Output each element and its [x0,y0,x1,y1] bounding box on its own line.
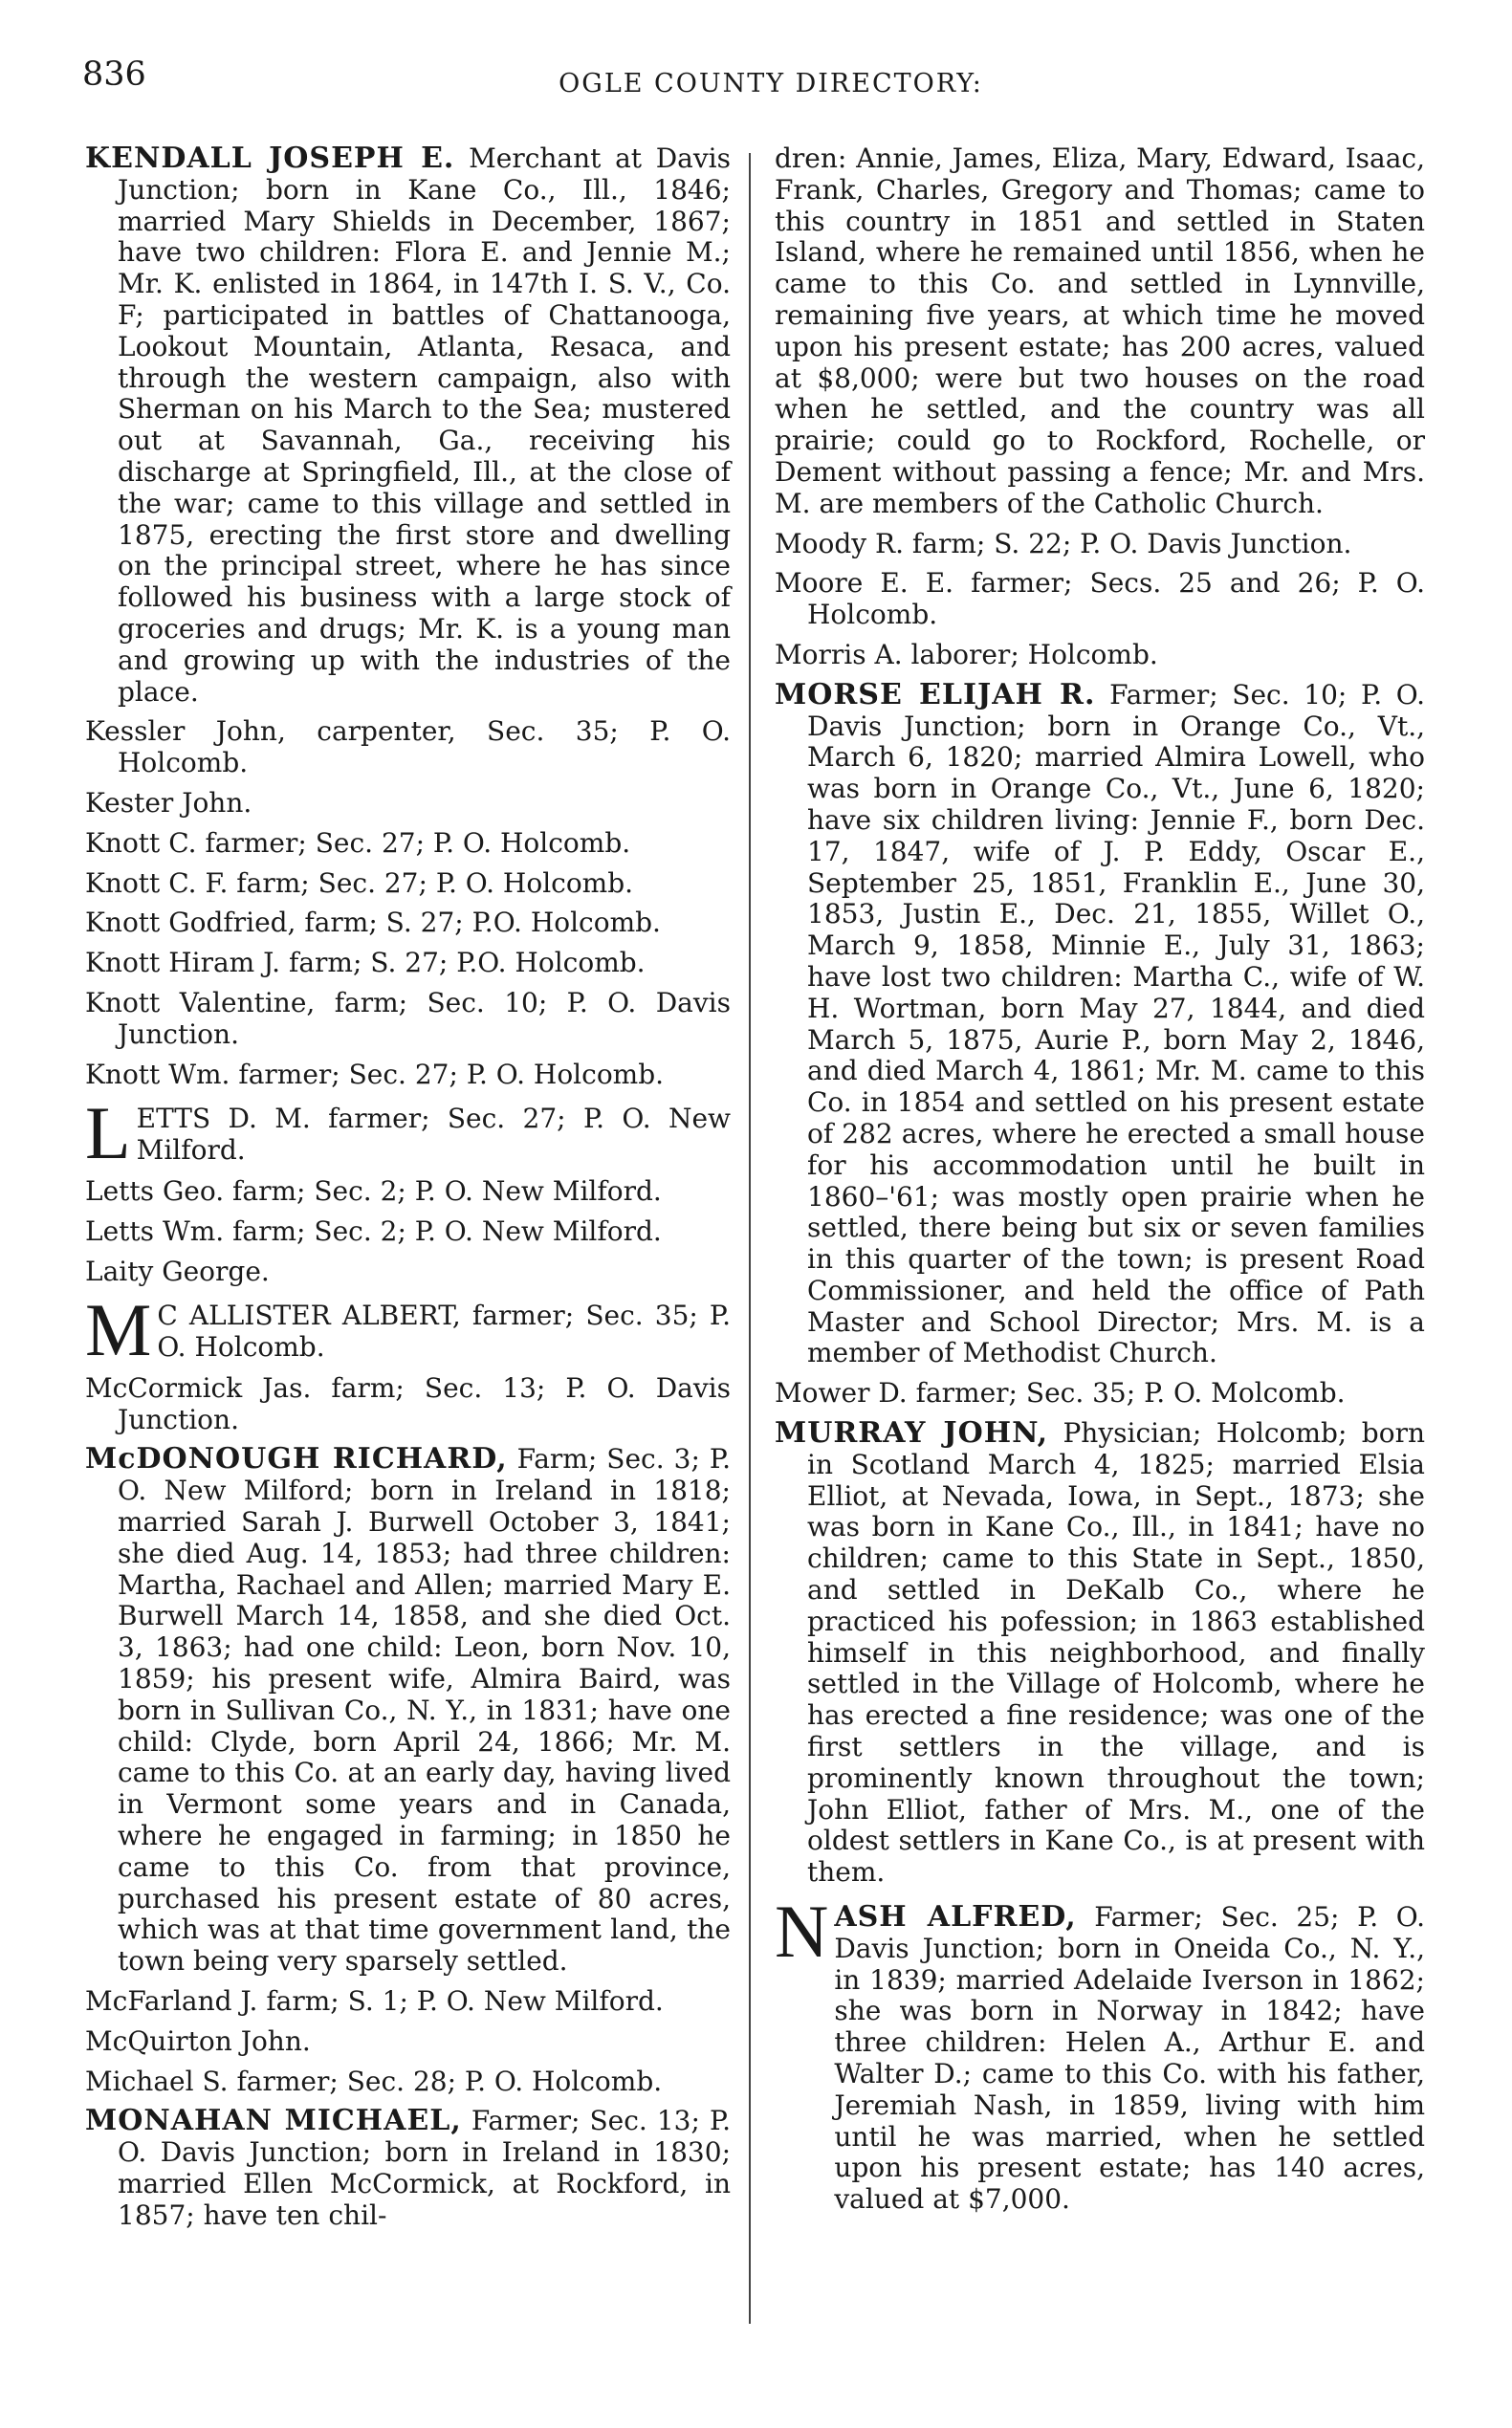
entry-body: dren: Annie, James, Eliza, Mary, Edward, Isaac, Frank, Charles, Gregory and Thomas; came to this country in 1851 and settled in Staten Island, where he remained until 1856, when he came to this Co. and settled in Lynnville, remaining five years, at which time he moved upon his present estate; has 200 acres, valued at $8,000; were but two houses on the road when he settled, and the country was all prairie; could go to Rockford, Rochelle, or Dement without passing a fence; Mr. and Mrs. M. are members of the Catholic Church. [775,142,1425,519]
entry-body: C ALLISTER ALBERT, farmer; Sec. 35; P. O. Holcomb. [157,1300,731,1364]
entry-text [157,1301,731,1364]
directory-entry [775,1378,1425,1410]
entry-body: Knott Hiram J. farm; S. 27; P.O. Holcomb. [85,947,646,979]
directory-entry [775,568,1425,631]
entry-body: McFarland J. farm; S. 1; P. O. New Milford. [85,1985,664,2018]
directory-entry [775,143,1425,520]
directory-entry [85,1444,731,1978]
entry-body: Moody R. farm; S. 22; P. O. Davis Junction. [775,527,1352,559]
directory-entry [85,908,731,939]
running-title: OGLE COUNTY DIRECTORY: [559,69,983,98]
entry-body: Farm; Sec. 3; P. O. New Milford; born in Ireland in 1818; married Sarah J. Burwell October 3, 1841; she died Aug. 14, 1853; had three children: Martha, Rachael and Allen; married Mary E. Burwell March 14, 1858, and she died Oct. 3, 1863; had one child: Leon, born Nov. 10, 1859; his present wife, Almira Baird, was born in Sullivan Co., N. Y., in 1831; have one child: Clyde, born April 24, 1866; Mr. M. came to this Co. at an early day, having lived in Vermont some years and in Canada, where he engaged in farming; in 1850 he came to this Co. from that province, purchased his present estate of 80 acres, which was at that time government land, the town being very sparsely settled. [118,1443,731,1978]
directory-entry [85,2106,731,2231]
directory-entry [85,1373,731,1436]
drop-initial: N [775,1890,829,1974]
directory-entry [85,1288,731,1372]
entry-name: MONAHAN MICHAEL, [85,2104,462,2138]
entry-body: Farmer; Sec. 25; P. O. Davis Junction; born in Oneida Co., N. Y., in 1839; married Adelaide Iverson in 1862; she was born in Norway in 1842; have three children: Helen A., Arthur E. and Walter D.; came to this Co. with his father, Jeremiah Nash, in 1859, living with him until he was married, when he settled upon his present estate; has 140 acres, valued at $7,000. [834,1901,1425,2216]
entry-body: Knott Wm. farmer; Sec. 27; P. O. Holcomb. [85,1058,665,1090]
entry-body: Letts Wm. farm; Sec. 2; P. O. New Milford. [85,1214,662,1247]
directory-entry [775,1418,1425,1889]
entry-body: Farmer; Sec. 13; P. O. Davis Junction; born in Ireland in 1830; married Ellen McCormick, at Rockford, in 1857; have ten chil- [118,2105,732,2231]
right-column [775,143,1425,2225]
entry-body: Mower D. farmer; Sec. 35; P. O. Molcomb. [775,1377,1346,1410]
page-number: 836 [82,55,146,94]
directory-entry [85,948,731,979]
directory-entry [85,2067,731,2098]
left-column [85,143,731,2241]
entry-body: Physician; Holcomb; born in Scotland March 4, 1825; married Elsia Elliot, at Nevada, Iowa, in Sept., 1873; she was born in Kane Co., Ill., in 1841; have no children; came to this State in Sept., 1850, and settled in DeKalb Co., where he practiced his pofession; in 1863 established himself in this neighborhood, and finally settled in the Village of Holcomb, where he has erected a fine residence; was one of the first settlers in the village, and is prominently known throughout the town; John Elliot, father of Mrs. M., one of the oldest settlers in Kane Co., is at present with them. [807,1417,1426,1889]
entry-name: MORSE ELIJAH R. [775,677,1096,711]
entry-text [834,1902,1425,2216]
entry-name: KENDALL JOSEPH E. [85,142,455,175]
directory-entry [85,1060,731,1091]
drop-initial: L [85,1091,131,1175]
directory-entry [775,640,1425,671]
directory-entry [85,1176,731,1208]
entry-body: Kessler John, carpenter, Sec. 35; P. O. Holcomb. [85,715,731,779]
directory-entry [85,716,731,779]
entry-body: Morris A. laborer; Holcomb. [775,638,1158,670]
entry-body: Knott C. F. farm; Sec. 27; P. O. Holcomb. [85,866,634,899]
entry-body: McQuirton John. [85,2024,311,2057]
entry-body: Kester John. [85,786,252,819]
drop-initial: M [85,1288,152,1372]
entry-name: McDONOUGH RICHARD, [85,1442,508,1476]
entry-body: Michael S. farmer; Sec. 28; P. O. Holcomb. [85,2065,663,2097]
directory-entry [85,788,731,820]
column-divider [749,153,751,2324]
entry-body: Letts Geo. farm; Sec. 2; P. O. New Milford. [85,1174,662,1207]
entry-name: MURRAY JOHN, [775,1416,1049,1451]
directory-entry [85,828,731,860]
entry-body: Knott Valentine, farm; Sec. 10; P. O. Davis Junction. [85,986,731,1050]
directory-entry [85,868,731,900]
entry-body: Laity George. [85,1255,270,1287]
directory-entry [85,1091,731,1175]
entry-body: Knott C. farmer; Sec. 27; P. O. Holcomb. [85,826,631,859]
entry-text [137,1104,731,1167]
page-header [82,55,1459,113]
directory-entry [85,1216,731,1248]
directory-entry [85,988,731,1051]
entry-name: ASH ALFRED, [834,1900,1077,1935]
entry-body: Farmer; Sec. 10; P. O. Davis Junction; born in Orange Co., Vt., March 6, 1820; married Almira Lowell, who was born in Orange Co., Vt., June 6, 1820; have six children living: Jennie F., born Dec. 17, 1847, wife of J. P. Eddy, Oscar E., September 25, 1851, Franklin E., June 30, 1853, Justin E., Dec. 21, 1855, Willet O., March 9, 1858, Minnie E., July 31, 1863; have lost two children: Martha C., wife of W. H. Wortman, born May 27, 1844, and died March 5, 1875, Aurie P., born May 2, 1846, and died March 4, 1861; Mr. M. came to this Co. in 1854 and settled on his present estate of 282 acres, where he erected a small house for his accommodation until he built in 1860–'61; was mostly open prairie when he settled, there being but six or seven families in this quarter of the town; is present Road Commissioner, and held the office of Path Master and School Director; Mrs. M. is a member of Methodist Church. [807,678,1425,1369]
directory-entry [85,1257,731,1288]
entry-body: Knott Godfried, farm; S. 27; P.O. Holcomb. [85,907,661,939]
directory-entry [85,143,731,708]
entry-body: McCormick Jas. farm; Sec. 13; P. O. Davis Junction. [85,1371,731,1435]
entry-body: ETTS D. M. farmer; Sec. 27; P. O. New Milford. [136,1103,731,1167]
entry-body: Merchant at Davis Junction; born in Kane Co., Ill., 1846; married Mary Shields in December, 1867; have two children: Flora E. and Jennie M.; Mr. K. enlisted in 1864, in 147th I. S. V., Co. F; participated in battles of Chattanooga, Lookout Mountain, Atlanta, Resaca, and through the western campaign, also with Sherman on his March to the Sea; mustered out at Savannah, Ga., receiving his discharge at Springfield, Ill., at the close of the war; came to this village and settled in 1875, erecting the first store and dwelling on the principal street, where he has since followed his business with a large stock of groceries and drugs; Mr. K. is a young man and growing up with the industries of the place. [118,142,732,708]
directory-entry [775,529,1425,560]
directory-entry [85,2026,731,2058]
directory-entry [775,1890,1425,2216]
entry-body: Moore E. E. farmer; Secs. 25 and 26; P. O. Holcomb. [775,567,1425,631]
directory-entry [775,677,1425,1370]
directory-entry [85,1986,731,2018]
